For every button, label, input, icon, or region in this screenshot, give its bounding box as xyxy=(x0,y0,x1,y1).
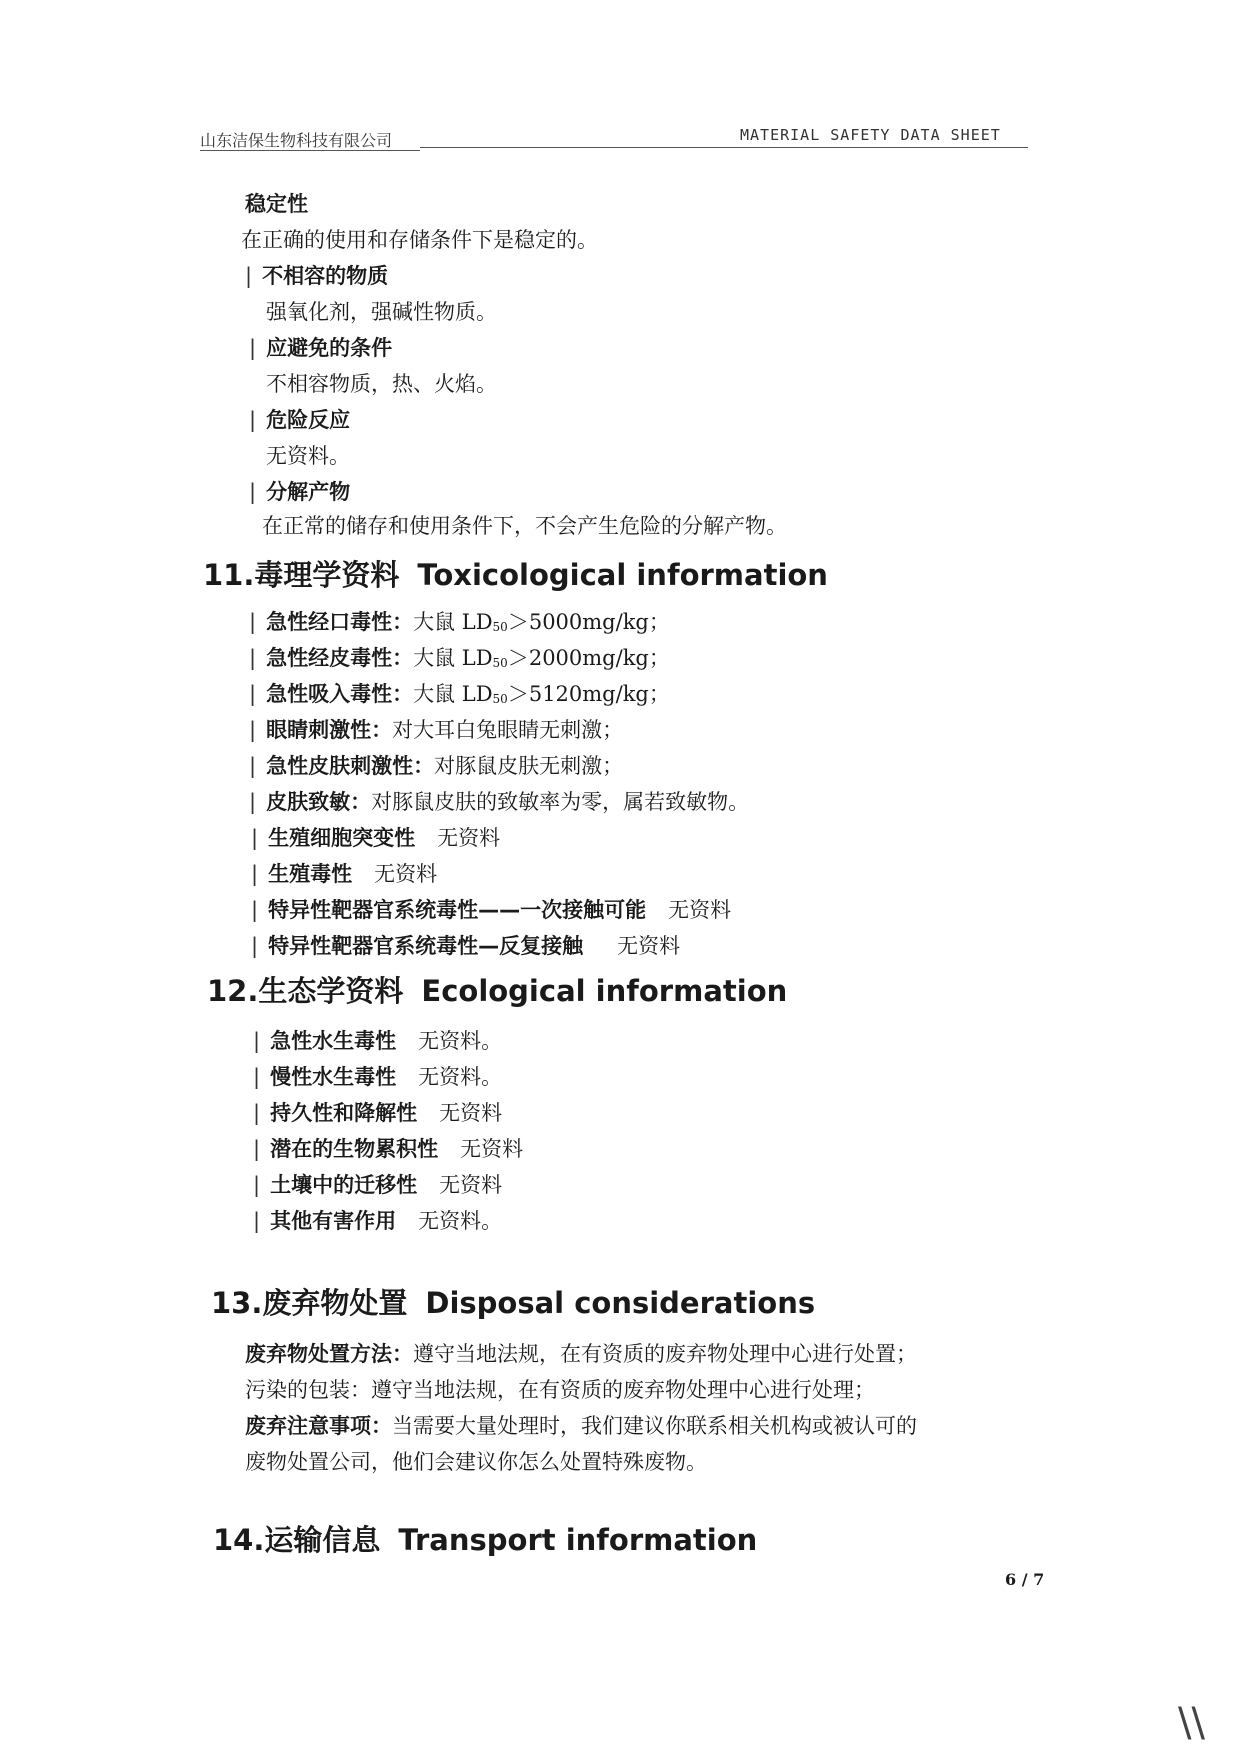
disposal-note-text: 当需要大量处理时，我们建议你联系相关机构或被认可的 xyxy=(392,1414,917,1438)
section-number: 13. xyxy=(211,1286,263,1320)
item-bullet: | xyxy=(249,480,257,504)
item-bullet: | xyxy=(245,264,253,288)
tox-item xyxy=(251,860,437,888)
item-label: 急性经皮毒性： xyxy=(266,646,414,670)
item-value: 无资料。 xyxy=(418,1029,503,1053)
handwritten-mark: \\ xyxy=(1178,1700,1205,1746)
disposal-note xyxy=(245,1412,917,1440)
stability-item xyxy=(249,334,392,362)
item-value: 无资料 xyxy=(374,862,438,886)
item-label: 皮肤致敏： xyxy=(266,790,372,814)
item-label: 特异性靶器官系统毒性—反复接触 xyxy=(268,934,584,958)
section-title-en: Transport information xyxy=(398,1523,758,1557)
item-value: 对豚鼠皮肤的致敏率为零，属若致敏物。 xyxy=(371,790,750,814)
tox-item xyxy=(251,932,680,960)
tox-item xyxy=(249,608,670,641)
item-label: 应避免的条件 xyxy=(266,336,393,360)
item-bullet: | xyxy=(251,898,259,922)
company-name: 山东洁保生物科技有限公司 xyxy=(200,131,393,150)
disposal-note-label: 废弃注意事项： xyxy=(245,1414,392,1438)
disposal-method-label: 废弃物处置方法： xyxy=(245,1342,413,1366)
section-14-heading xyxy=(213,1522,757,1558)
item-value: 无资料 xyxy=(668,898,732,922)
item-label: 分解产物 xyxy=(266,480,351,504)
item-label: 急性经口毒性： xyxy=(266,610,414,634)
tox-item xyxy=(251,896,731,924)
item-value: 大鼠 LD xyxy=(413,610,493,634)
tox-item xyxy=(251,824,500,852)
item-label: 土壤中的迁移性 xyxy=(270,1173,418,1197)
item-bullet: | xyxy=(249,682,257,706)
contaminated-package-text: 污染的包装：遵守当地法规，在有资质的废弃物处理中心进行处理； xyxy=(245,1378,875,1402)
item-label: 眼睛刺激性： xyxy=(266,718,393,742)
stability-item-text: 无资料。 xyxy=(266,444,350,468)
stability-text: 在正确的使用和存储条件下是稳定的。 xyxy=(241,228,598,252)
item-bullet: | xyxy=(249,408,257,432)
tox-item xyxy=(249,716,623,744)
item-value: 无资料。 xyxy=(418,1065,503,1089)
item-bullet: | xyxy=(249,790,257,814)
item-bullet: | xyxy=(253,1029,261,1053)
section-title-cn: 毒理学资料 xyxy=(254,558,400,592)
item-bullet: | xyxy=(253,1101,261,1125)
item-bullet: | xyxy=(253,1209,261,1233)
tox-item xyxy=(249,644,670,677)
disposal-note-continuation: 废物处置公司，他们会建议你怎么处置特殊废物。 xyxy=(245,1450,707,1474)
item-value: 无资料。 xyxy=(418,1209,503,1233)
item-label: 持久性和降解性 xyxy=(270,1101,418,1125)
document-title: MATERIAL SAFETY DATA SHEET xyxy=(740,126,1001,144)
item-value: 无资料 xyxy=(439,1173,503,1197)
item-value: 大鼠 LD xyxy=(413,682,493,706)
item-value: 对大耳白兔眼睛无刺激； xyxy=(392,718,624,742)
item-label: 特异性靶器官系统毒性——一次接触可能 xyxy=(268,898,647,922)
ld50-subscript: 50 xyxy=(492,656,508,670)
ld50-subscript: 50 xyxy=(492,620,508,634)
header-rule-left xyxy=(200,150,420,151)
item-value-tail: ＞5000mg/kg； xyxy=(507,610,670,634)
eco-item xyxy=(253,1207,502,1235)
stability-item-text: 强氧化剂，强碱性物质。 xyxy=(266,300,497,324)
eco-item xyxy=(253,1063,502,1091)
section-11-heading xyxy=(203,557,828,593)
stability-item xyxy=(249,406,350,434)
tox-item xyxy=(249,788,749,816)
section-number: 11. xyxy=(203,558,255,592)
section-12-heading xyxy=(207,973,787,1009)
item-bullet: | xyxy=(249,336,257,360)
eco-item xyxy=(253,1135,523,1163)
eco-item xyxy=(253,1171,502,1199)
item-value: 大鼠 LD xyxy=(413,646,493,670)
item-value-tail: ＞2000mg/kg； xyxy=(507,646,670,670)
item-label: 生殖毒性 xyxy=(268,862,353,886)
item-bullet: | xyxy=(249,646,257,670)
disposal-method xyxy=(245,1340,917,1368)
page-number: 6 / 7 xyxy=(1005,1570,1045,1589)
item-label: 危险反应 xyxy=(266,408,351,432)
item-bullet: | xyxy=(253,1065,261,1089)
tox-item xyxy=(249,680,670,713)
item-bullet: | xyxy=(249,718,257,742)
section-number: 14. xyxy=(213,1523,265,1557)
item-bullet: | xyxy=(251,862,259,886)
section-title-cn: 废弃物处置 xyxy=(262,1286,408,1320)
item-label: 生殖细胞突变性 xyxy=(268,826,416,850)
item-bullet: | xyxy=(253,1137,261,1161)
stability-item xyxy=(249,478,350,506)
disposal-method-text: 遵守当地法规，在有资质的废弃物处理中心进行处置； xyxy=(413,1342,917,1366)
eco-item xyxy=(253,1099,502,1127)
item-label: 慢性水生毒性 xyxy=(270,1065,397,1089)
item-bullet: | xyxy=(249,754,257,778)
item-label: 急性吸入毒性： xyxy=(266,682,414,706)
stability-title: 稳定性 xyxy=(245,192,308,216)
section-number: 12. xyxy=(207,974,259,1008)
section-title-cn: 生态学资料 xyxy=(258,974,404,1008)
item-value: 无资料 xyxy=(439,1101,503,1125)
item-bullet: | xyxy=(251,934,259,958)
item-label: 急性皮肤刺激性： xyxy=(266,754,435,778)
item-value-tail: ＞5120mg/kg； xyxy=(507,682,670,706)
item-label: 潜在的生物累积性 xyxy=(270,1137,439,1161)
section-13-heading xyxy=(211,1285,815,1321)
item-value: 无资料 xyxy=(437,826,501,850)
section-title-en: Toxicological information xyxy=(417,558,828,592)
section-title-en: Ecological information xyxy=(421,974,788,1008)
header-rule-right xyxy=(420,147,1028,148)
stability-item xyxy=(245,262,388,290)
item-label: 不相容的物质 xyxy=(262,264,389,288)
item-bullet: | xyxy=(251,826,259,850)
ld50-subscript: 50 xyxy=(492,692,508,706)
item-label: 急性水生毒性 xyxy=(270,1029,397,1053)
eco-item xyxy=(253,1027,502,1055)
item-bullet: | xyxy=(253,1173,261,1197)
item-value: 对豚鼠皮肤无刺激； xyxy=(434,754,624,778)
item-value: 无资料 xyxy=(460,1137,524,1161)
item-value: 无资料 xyxy=(617,934,681,958)
stability-item-text: 不相容物质，热、火焰。 xyxy=(266,372,497,396)
tox-item xyxy=(249,752,623,780)
section-title-en: Disposal considerations xyxy=(425,1286,816,1320)
stability-item-text: 在正常的储存和使用条件下，不会产生危险的分解产物。 xyxy=(262,514,787,538)
item-label: 其他有害作用 xyxy=(270,1209,397,1233)
section-title-cn: 运输信息 xyxy=(264,1523,381,1557)
item-bullet: | xyxy=(249,610,257,634)
